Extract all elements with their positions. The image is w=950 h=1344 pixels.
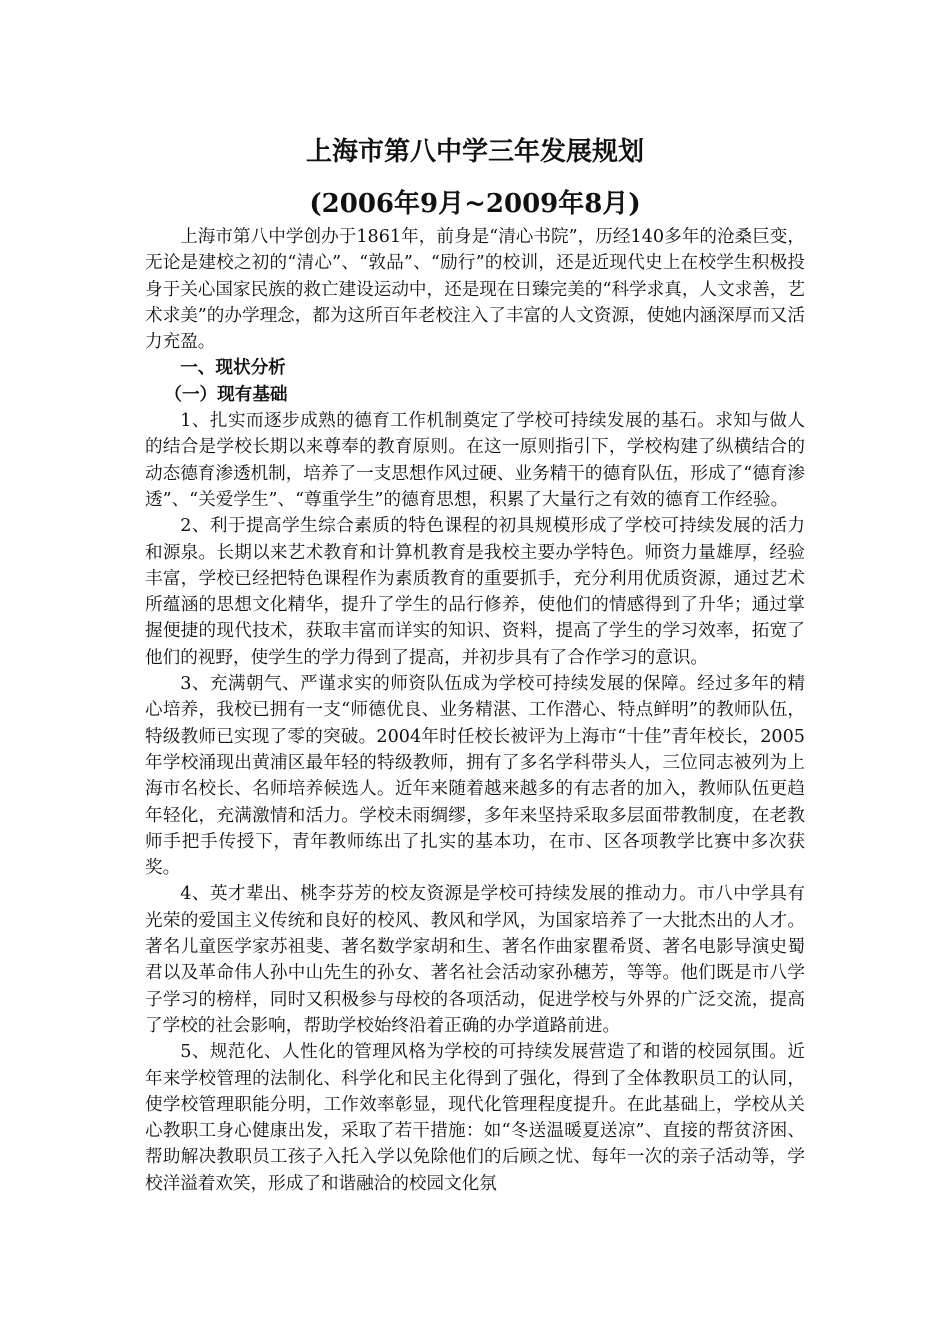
paragraph-alumni-resources: 4、英才辈出、桃李芬芳的校友资源是学校可持续发展的推动力。市八中学具有光荣的爱国主义传统和良好的校风、教风和学风，为国家培养了一大批杰出的人才。著名儿童医学家苏祖斐、著名数学家胡和生、著名作曲家瞿希贤、著名电影导演史蜀君以及革命伟人孙中山先生的孙女、著名社会活动家孙穗芳，等等。他们既是市八学子学习的榜样，同时又积极参与母校的各项活动，促进学校与外界的广泛交流，提高了学校的社会影响，帮助学校始终沿着正确的办学道路前进。 bbox=[145, 884, 805, 1036]
paragraph-teaching-staff: 3、充满朝气、严谨求实的师资队伍成为学校可持续发展的保障。经过多年的精心培养，我校已拥有一支“师德优良、业务精湛、工作潜心、特点鲜明”的教师队伍，特级教师已实现了零的突破。2004年时任校长被评为上海市“十佳”青年校长，2005年学校涌现出黄浦区最年轻的特级教师，拥有了多名学科带头人，三位同志被列为上海市名校长、名师培养候选人。近年来随着越来越多的有志者的加入，教师队伍更趋年轻化，充满激情和活力。学校未雨绸缪，多年来坚持采取多层面带教制度，在老教师手把手传授下，青年教师练出了扎实的基本功，在市、区各项教学比赛中多次获奖。 bbox=[145, 674, 805, 879]
paragraph-management-style: 5、规范化、人性化的管理风格为学校的可持续发展营造了和谐的校园氛围。近年来学校管理的法制化、科学化和民主化得到了强化，得到了全体教职员工的认同，使学校管理职能分明，工作效率彰显，现代化管理程度提升。在此基础上，学校从关心教职工身心健康出发，采取了若干措施：如“冬送温暖夏送凉”、直接的帮贫济困、帮助解决教职员工孩子入托入学以免除他们的后顾之忧、每年一次的亲子活动等，学校洋溢着欢笑，形成了和谐融洽的校园文化氛 bbox=[145, 1042, 805, 1194]
document-subtitle: (2006年9月~2009年8月) bbox=[309, 189, 641, 219]
document-title: 上海市第八中学三年发展规划 bbox=[305, 137, 644, 167]
document-body bbox=[145, 224, 805, 1197]
section-heading-status-analysis: 一、现状分析 bbox=[180, 357, 286, 379]
paragraph-moral-education: 1、扎实而逐步成熟的德育工作机制奠定了学校可持续发展的基石。求知与做人的结合是学校长期以来尊奉的教育原则。在这一原则指引下，学校构建了纵横结合的动态德育渗透机制，培养了一支思想作风过硬、业务精干的德育队伍，形成了“德育渗透”、“关爱学生”、“尊重学生”的德育思想，积累了大量行之有效的德育工作经验。 bbox=[145, 411, 805, 510]
intro-paragraph: 上海市第八中学创办于1861年，前身是“清心书院”，历经140多年的沧桑巨变，无论是建校之初的“清心”、“敦品”、“励行”的校训，还是近现代史上在校学生积极投身于关心国家民族的救亡建设运动中，还是现在日臻完美的“科学求真，人文求善，艺术求美”的办学理念，都为这所百年老校注入了丰富的人文资源，使她内涵深厚而又活力充盈。 bbox=[145, 227, 805, 353]
subsection-heading-existing-foundation: （一）现有基础 bbox=[164, 383, 288, 405]
paragraph-featured-curriculum: 2、利于提高学生综合素质的特色课程的初具规模形成了学校可持续发展的活力和源泉。长期以来艺术教育和计算机教育是我校主要办学特色。师资力量雄厚，经验丰富，学校已经把特色课程作为素质教育的重要抓手，充分利用优质资源，通过艺术所蕴涵的思想文化精华，提升了学生的品行修养，使他们的情感得到了升华；通过掌握便捷的现代技术，获取丰富而详实的知识、资料，提高了学生的学习效率，拓宽了他们的视野，使学生的学力得到了提高，并初步具有了合作学习的意识。 bbox=[145, 516, 805, 668]
